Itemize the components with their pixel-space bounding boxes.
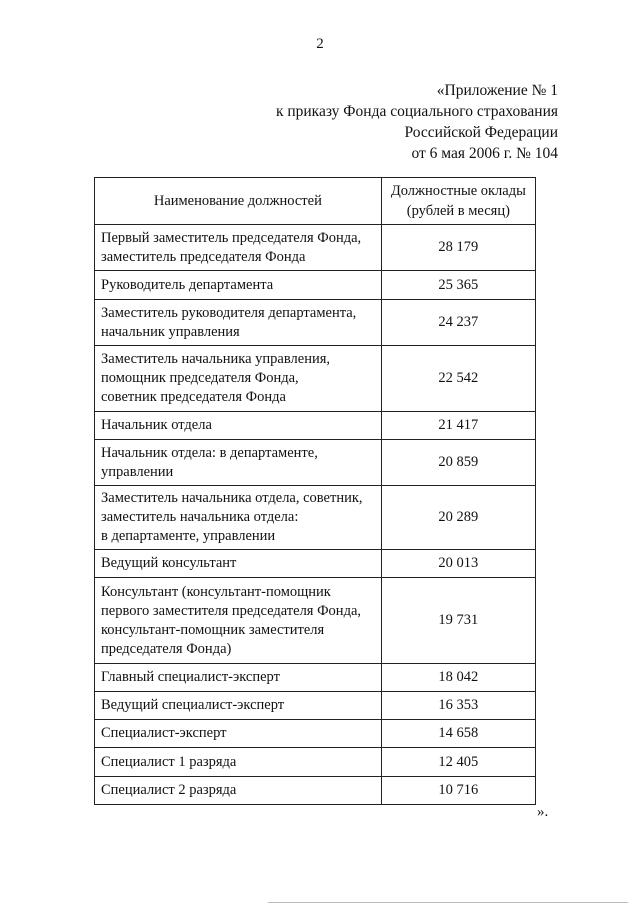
position-name-cell (95, 550, 382, 578)
salary-cell: 28 179 (381, 225, 535, 271)
position-name-line: советник председателя Фонда (101, 389, 286, 405)
column-header-salary (381, 178, 535, 225)
position-name-line: Ведущий специалист-эксперт (101, 697, 285, 713)
column-header-position-label: Наименование должностей (153, 193, 322, 209)
table-row (95, 748, 536, 777)
salary-cell: 20 013 (381, 550, 535, 578)
page-number: 2 (316, 36, 324, 52)
position-name-line: председателя Фонда) (101, 640, 232, 657)
table-header-row (95, 178, 536, 225)
salary-cell: 20 859 (381, 440, 535, 486)
table-row (95, 664, 536, 692)
position-name-cell (95, 578, 382, 664)
position-name-line: Специалист 1 разряда (101, 753, 237, 770)
scan-edge-line (268, 902, 628, 903)
column-header-salary-line1: Должностные оклады (390, 183, 526, 199)
position-name-line: Заместитель начальника отдела, советник, (101, 490, 363, 506)
table-row (95, 412, 536, 440)
salary-cell: 25 365 (381, 271, 535, 300)
table-row (95, 777, 536, 805)
appendix-date-line: от 6 мая 2006 г. № 104 (411, 145, 558, 162)
position-name-line: помощник председателя Фонда, (101, 370, 299, 386)
column-header-salary-line2: (рублей в месяц) (406, 203, 510, 219)
salary-cell: 12 405 (381, 748, 535, 777)
position-name-cell (95, 486, 382, 550)
position-name-line: начальник управления (101, 323, 240, 340)
position-name-cell (95, 412, 382, 440)
appendix-title: «Приложение № 1 (436, 82, 558, 99)
position-name-cell (95, 271, 382, 300)
table-row (95, 225, 536, 271)
position-name-line: Начальник отдела: в департаменте, (101, 444, 318, 461)
appendix-order-line: к приказу Фонда социального страхования (275, 103, 558, 120)
table-row (95, 271, 536, 300)
position-name-line: Первый заместитель председателя Фонда, (101, 229, 362, 246)
position-name-cell (95, 300, 382, 346)
salary-cell: 16 353 (381, 692, 535, 720)
salary-cell: 21 417 (381, 412, 535, 440)
position-name-line: Специалист-эксперт (101, 725, 227, 741)
position-name-line: Главный специалист-эксперт (101, 669, 280, 685)
position-name-cell (95, 346, 382, 412)
position-name-cell (95, 720, 382, 748)
salary-table (94, 177, 536, 805)
salary-cell: 19 731 (381, 578, 535, 664)
position-name-line: Консультант (консультант-помощник (101, 583, 331, 600)
salary-cell: 24 237 (381, 300, 535, 346)
table-body (95, 225, 536, 805)
position-name-line: первого заместителя председателя Фонда, (101, 602, 362, 619)
position-name-line: в департаменте, управлении (101, 528, 276, 544)
position-name-line: Заместитель руководителя департамента, (101, 304, 357, 321)
table-row (95, 720, 536, 748)
position-name-line: Заместитель начальника управления, (101, 351, 331, 367)
table-row (95, 578, 536, 664)
salary-cell: 20 289 (381, 486, 535, 550)
salary-cell: 22 542 (381, 346, 535, 412)
position-name-cell (95, 225, 382, 271)
position-name-line: консультант-помощник заместителя (101, 621, 325, 638)
position-name-line: заместитель начальника отдела: (101, 509, 299, 525)
position-name-cell (95, 777, 382, 805)
table-row (95, 300, 536, 346)
position-name-cell (95, 440, 382, 486)
table-row (95, 486, 536, 550)
position-name-line: Начальник отдела (101, 417, 212, 433)
appendix-header (276, 80, 558, 164)
position-name-cell (95, 664, 382, 692)
position-name-cell (95, 692, 382, 720)
salary-cell: 18 042 (381, 664, 535, 692)
appendix-federation-line: Российской Федерации (404, 124, 558, 141)
closing-quote: ». (537, 804, 549, 820)
position-name-line: Специалист 2 разряда (101, 782, 237, 798)
position-name-line: Ведущий консультант (101, 555, 237, 571)
position-name-line: управлении (101, 463, 174, 480)
position-name-line: Руководитель департамента (101, 276, 274, 293)
column-header-position (95, 178, 382, 225)
position-name-cell (95, 748, 382, 777)
salary-cell: 14 658 (381, 720, 535, 748)
position-name-line: заместитель председателя Фонда (101, 248, 306, 265)
salary-cell: 10 716 (381, 777, 535, 805)
table-row (95, 346, 536, 412)
table-row (95, 692, 536, 720)
table-row (95, 550, 536, 578)
table-row (95, 440, 536, 486)
